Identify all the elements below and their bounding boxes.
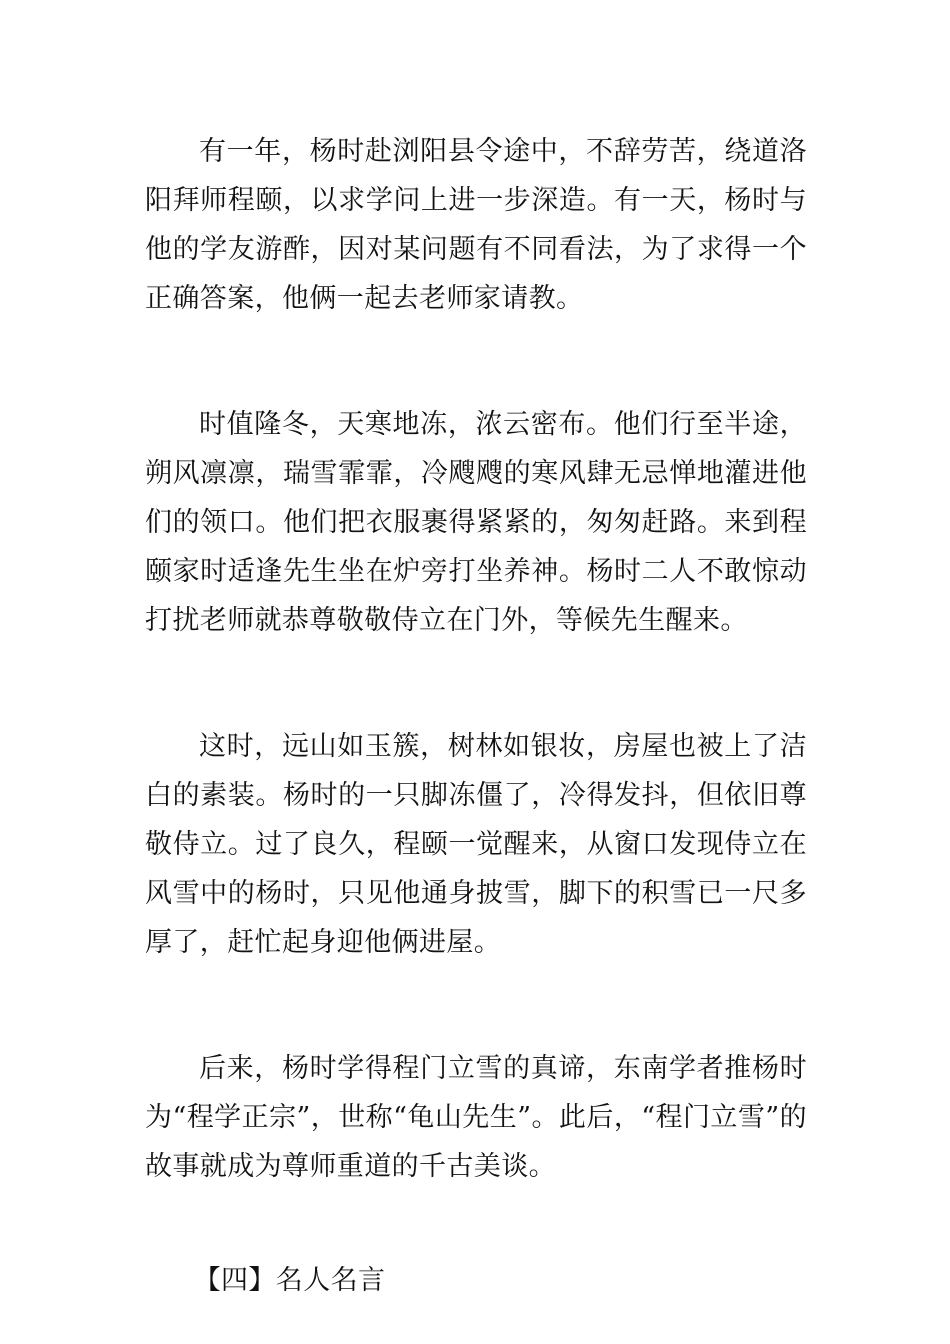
paragraph-2: 时值隆冬，天寒地冻，浓云密布。他们行至半途，朔风凛凛，瑞雪霏霏，冷飕飕的寒风肆无忌惮地灌进他们的领口。他们把衣服裹得紧紧的，匆匆赶路。来到程颐家时适逢先生坐在炉旁打坐养神。杨时二人不敢惊动打扰老师就恭尊敬敬侍立在门外，等候先生醒来。 (145, 409, 807, 636)
paragraph-1: 有一年，杨时赴浏阳县令途中，不辞劳苦，绕道洛阳拜师程颐，以求学问上进一步深造。有一天，杨时与他的学友游酢，因对某问题有不同看法，为了求得一个正确答案，他俩一起去老师家请教。 (145, 136, 807, 314)
paragraph-4: 后来，杨时学得程门立雪的真谛，东南学者推杨时为“程学正宗”，世称“龟山先生”。此后，“程门立雪”的故事就成为尊师重道的千古美谈。 (145, 1053, 807, 1182)
section-heading: 【四】名人名言 (193, 1265, 386, 1296)
document-page (145, 127, 807, 1305)
paragraph-3: 这时，远山如玉簇，树林如银妆，房屋也被上了洁白的素装。杨时的一只脚冻僵了，冷得发抖，但依旧尊敬侍立。过了良久，程颐一觉醒来，从窗口发现侍立在风雪中的杨时，只见他通身披雪，脚下的积雪已一尺多厚了，赶忙起身迎他俩进屋。 (145, 731, 807, 958)
